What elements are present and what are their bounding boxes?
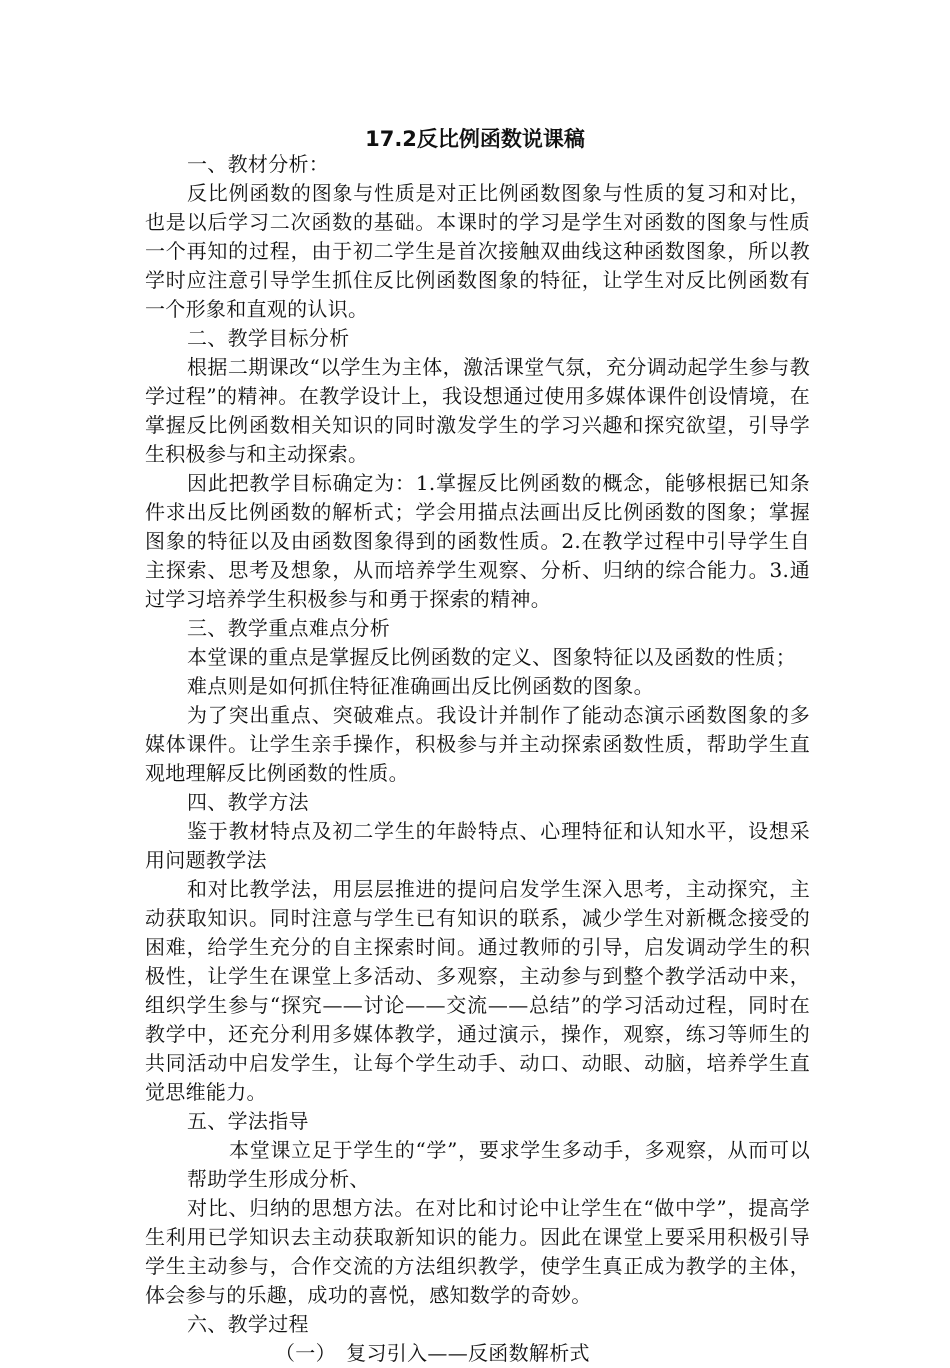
section-heading-textbook-analysis: 一、教材分析： — [187, 152, 330, 176]
paragraph-key-points-1: 本堂课的重点是掌握反比例函数的定义、图象特征以及函数的性质； — [187, 645, 796, 669]
paragraph-key-points-3: 为了突出重点、突破难点。我设计并制作了能动态演示函数图象的多媒体课件。让学生亲手操作，积极参与并主动探索函数性质，帮助学生直观地理解反比例函数的性质。 — [145, 703, 810, 785]
document-body — [145, 150, 810, 1368]
paragraph-study-guidance-2: 对比、归纳的思想方法。在对比和讨论中让学生在“做中学”，提高学生利用已学知识去主动获取新知识的能力。因此在课堂上要采用积极引导学生主动参与，合作交流的方法组织教学，使学生真正成为教学的主体，体会参与的乐趣，成功的喜悦，感知数学的奇妙。 — [145, 1196, 810, 1307]
section-heading-teaching-methods: 四、教学方法 — [187, 790, 309, 814]
paragraph-key-points-2: 难点则是如何抓住特征准确画出反比例函数的图象。 — [187, 674, 654, 698]
paragraph-study-guidance-1: 本堂课立足于学生的“学”，要求学生多动手，多观察，从而可以帮助学生形成分析、 — [187, 1138, 810, 1191]
section-heading-study-guidance: 五、学法指导 — [187, 1109, 309, 1133]
paragraph-teaching-methods-1: 鉴于教材特点及初二学生的年龄特点、心理特征和认知水平，设想采用问题教学法 — [145, 819, 810, 872]
paragraph-teaching-goals-2: 因此把教学目标确定为：1.掌握反比例函数的概念，能够根据已知条件求出反比例函数的解析式；学会用描点法画出反比例函数的图象；掌握图象的特征以及由函数图象得到的函数性质。2.在教学过程中引导学生自主探索、思考及想象，从而培养学生观察、分析、归纳的综合能力。3.通过学习培养学生积极参与和勇于探索的精神。 — [145, 471, 810, 611]
section-heading-key-points: 三、教学重点难点分析 — [187, 616, 390, 640]
paragraph-teaching-methods-2: 和对比教学法，用层层推进的提问启发学生深入思考，主动探究，主动获取知识。同时注意与学生已有知识的联系，减少学生对新概念接受的困难，给学生充分的自主探索时间。通过教师的引导，启发调动学生的积极性，让学生在课堂上多活动、多观察，主动参与到整个教学活动中来，组织学生参与“探究——讨论——交流——总结”的学习活动过程，同时在教学中，还充分利用多媒体教学，通过演示，操作，观察，练习等师生的共同活动中启发学生，让每个学生动手、动口、动眼、动脑，培养学生直觉思维能力。 — [145, 877, 810, 1104]
paragraph-textbook-analysis: 反比例函数的图象与性质是对正比例函数图象与性质的复习和对比，也是以后学习二次函数的基础。本课时的学习是学生对函数的图象与性质一个再知的过程，由于初二学生是首次接触双曲线这种函数图象，所以教学时应注意引导学生抓住反比例函数图象的特征，让学生对反比例函数有一个形象和直观的认识。 — [145, 181, 810, 321]
section-heading-teaching-goals: 二、教学目标分析 — [187, 326, 350, 350]
section-heading-teaching-process: 六、教学过程 — [187, 1312, 309, 1336]
paragraph-teaching-goals-1: 根据二期课改“以学生为主体，激活课堂气氛，充分调动起学生参与教学过程”的精神。在教学设计上，我设想通过使用多媒体课件创设情境，在掌握反比例函数相关知识的同时激发学生的学习兴趣和探究欲望，引导学生积极参与和主动探索。 — [145, 355, 810, 466]
subsection-heading-review: （一） 复习引入——反函数解析式 — [275, 1341, 590, 1365]
document-title: 17.2反比例函数说课稿 — [365, 127, 585, 151]
